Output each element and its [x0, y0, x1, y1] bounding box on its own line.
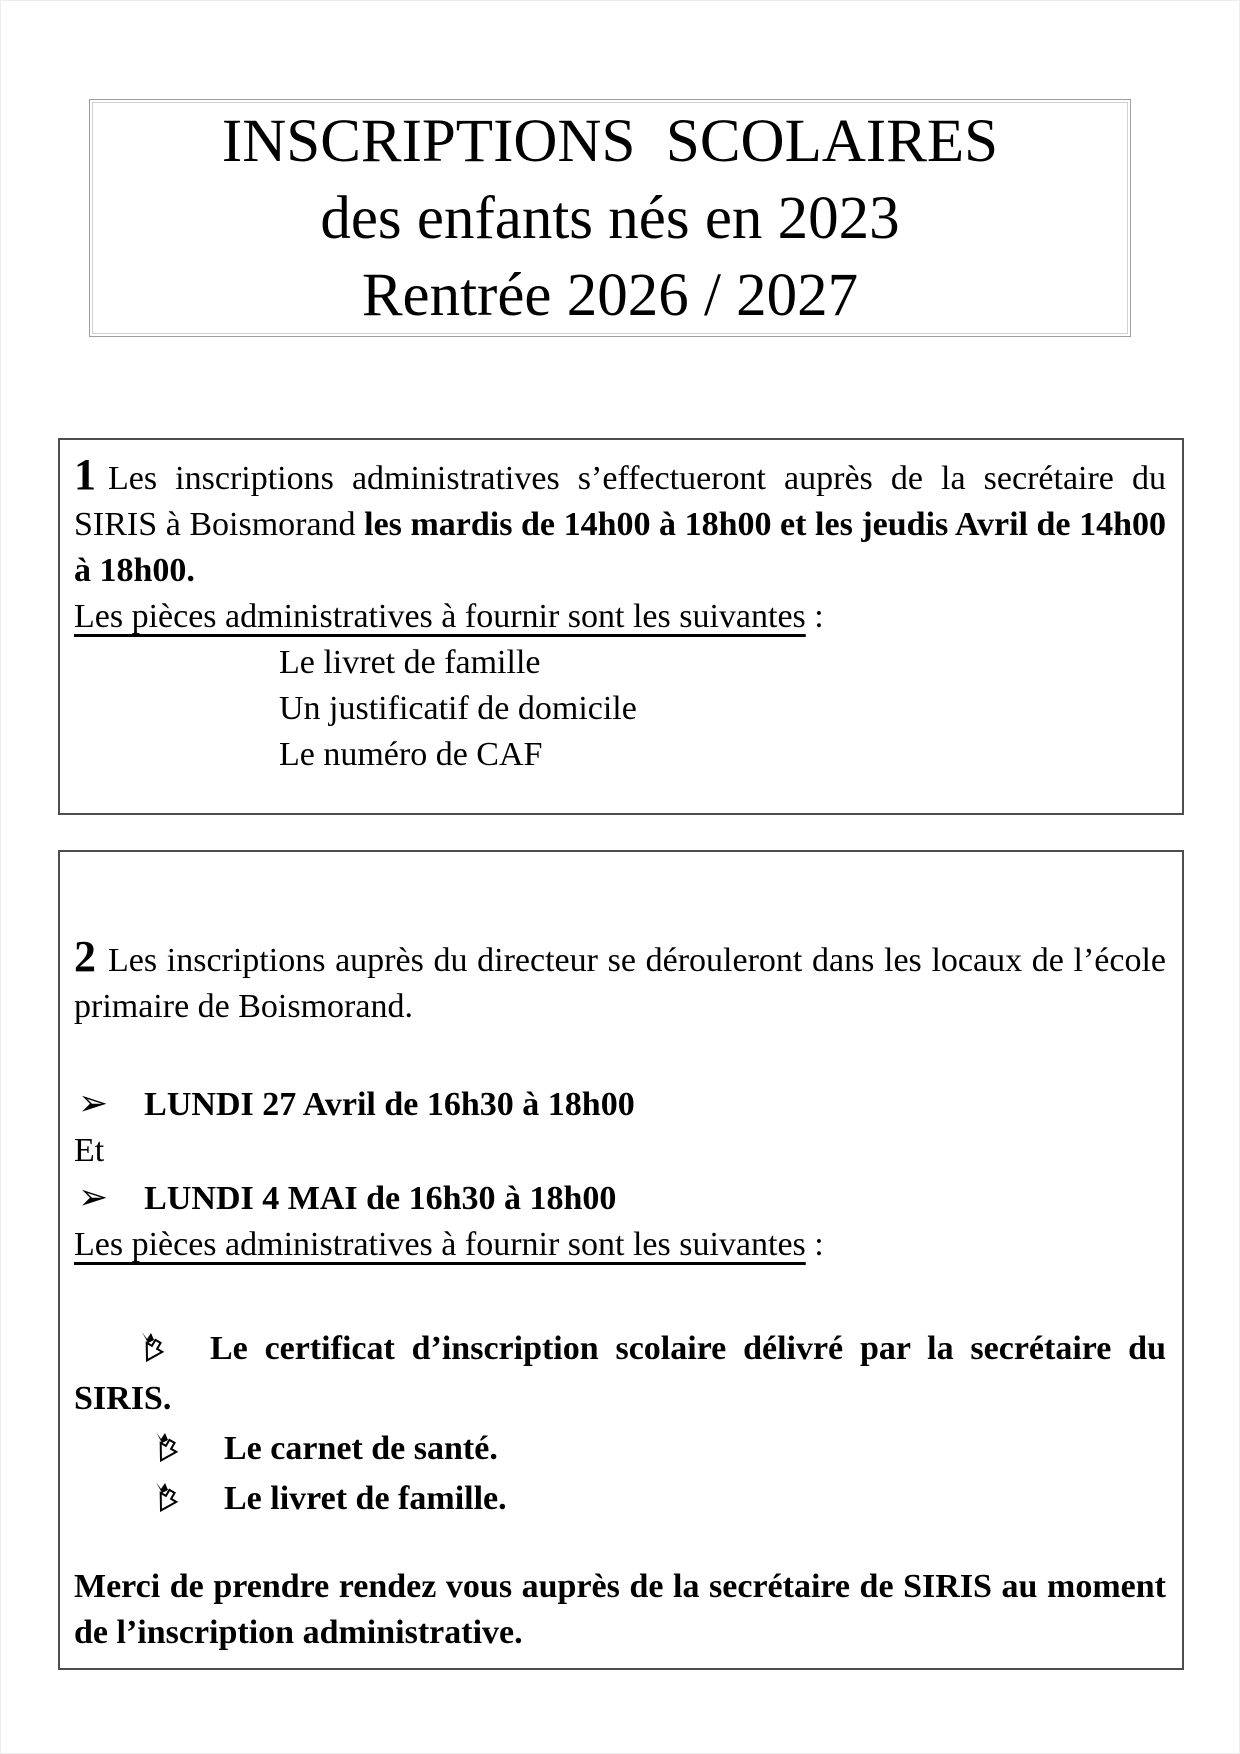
- footer-note: Merci de prendre rendez vous auprès de la secrétaire de SIRIS au moment de l’inscription administrative.: [74, 1568, 1166, 1651]
- document-title-line-2: des enfants nés en 2023: [320, 184, 900, 252]
- date-line-1-label: LUNDI 27 Avril de 16h30 à 18h00: [144, 1086, 635, 1123]
- curved-arrow-bullet-icon: [152, 1431, 182, 1465]
- section-1-box: [58, 438, 1184, 815]
- section-2-number: 2: [74, 932, 96, 981]
- doc-line-livret-label: Le livret de famille.: [224, 1480, 507, 1517]
- document-title-line-1: INSCRIPTIONS SCOLAIRES: [221, 107, 999, 175]
- section-1-intro-regular: Les inscriptions administratives s’effectueront auprès de la secrétaire du SIRIS à Boismorand: [74, 460, 1166, 543]
- spacer: [74, 1030, 1166, 1080]
- section-1-intro-bold: les mardis de 14h00 à 18h00 et les jeudis Avril de 14h00 à 18h00.: [74, 506, 1166, 589]
- section-2-intro: [74, 934, 1166, 1030]
- date-line-2: [74, 1174, 1166, 1222]
- spacer: [74, 1268, 1166, 1324]
- title-box-inner: [92, 102, 1128, 334]
- doc-line-certificat: [74, 1324, 1166, 1424]
- date-line-1: [74, 1080, 1166, 1128]
- doc-item: Un justificatif de domicile: [279, 690, 637, 727]
- section-2-box: [58, 850, 1184, 1670]
- section-1-intro: [74, 452, 1166, 594]
- curved-arrow-bullet-icon: [138, 1331, 168, 1365]
- doc-line-livret: [74, 1474, 1166, 1524]
- doc-line-certificat-label: Le certificat d’inscription scolaire délivré par la secrétaire du SIRIS.: [74, 1330, 1166, 1417]
- dates-connector: Et: [74, 1132, 105, 1169]
- doc-item: Le numéro de CAF: [279, 736, 543, 773]
- spacer: [74, 1524, 1166, 1564]
- arrowhead-bullet-icon: ➢: [78, 1177, 109, 1217]
- section-2-docs-heading-colon: :: [805, 1226, 824, 1263]
- section-1-docs-heading-colon: :: [805, 598, 824, 635]
- section-2-intro-text: Les inscriptions auprès du directeur se dérouleront dans les locaux de l’école primaire de Boismorand.: [74, 942, 1166, 1025]
- section-1-docs-heading: [74, 594, 1166, 640]
- section-2-docs-heading: [74, 1222, 1166, 1268]
- section-1-number: 1: [74, 450, 96, 499]
- date-line-2-label: LUNDI 4 MAI de 16h30 à 18h00: [144, 1180, 617, 1217]
- doc-line-carnet: [74, 1424, 1166, 1474]
- section-1-docs-heading-underlined: Les pièces administratives à fournir sont les suivantes: [74, 598, 806, 635]
- doc-line-carnet-label: Le carnet de santé.: [224, 1430, 498, 1467]
- section-2-docs-heading-underlined: Les pièces administratives à fournir sont les suivantes: [74, 1226, 806, 1263]
- arrowhead-bullet-icon: ➢: [78, 1083, 109, 1123]
- title-box: [89, 99, 1131, 337]
- document-title-line-3: Rentrée 2026 / 2027: [361, 261, 859, 329]
- section-1-doc-list: [74, 640, 1166, 778]
- curved-arrow-bullet-icon: [152, 1481, 182, 1515]
- doc-item: Le livret de famille: [279, 644, 541, 681]
